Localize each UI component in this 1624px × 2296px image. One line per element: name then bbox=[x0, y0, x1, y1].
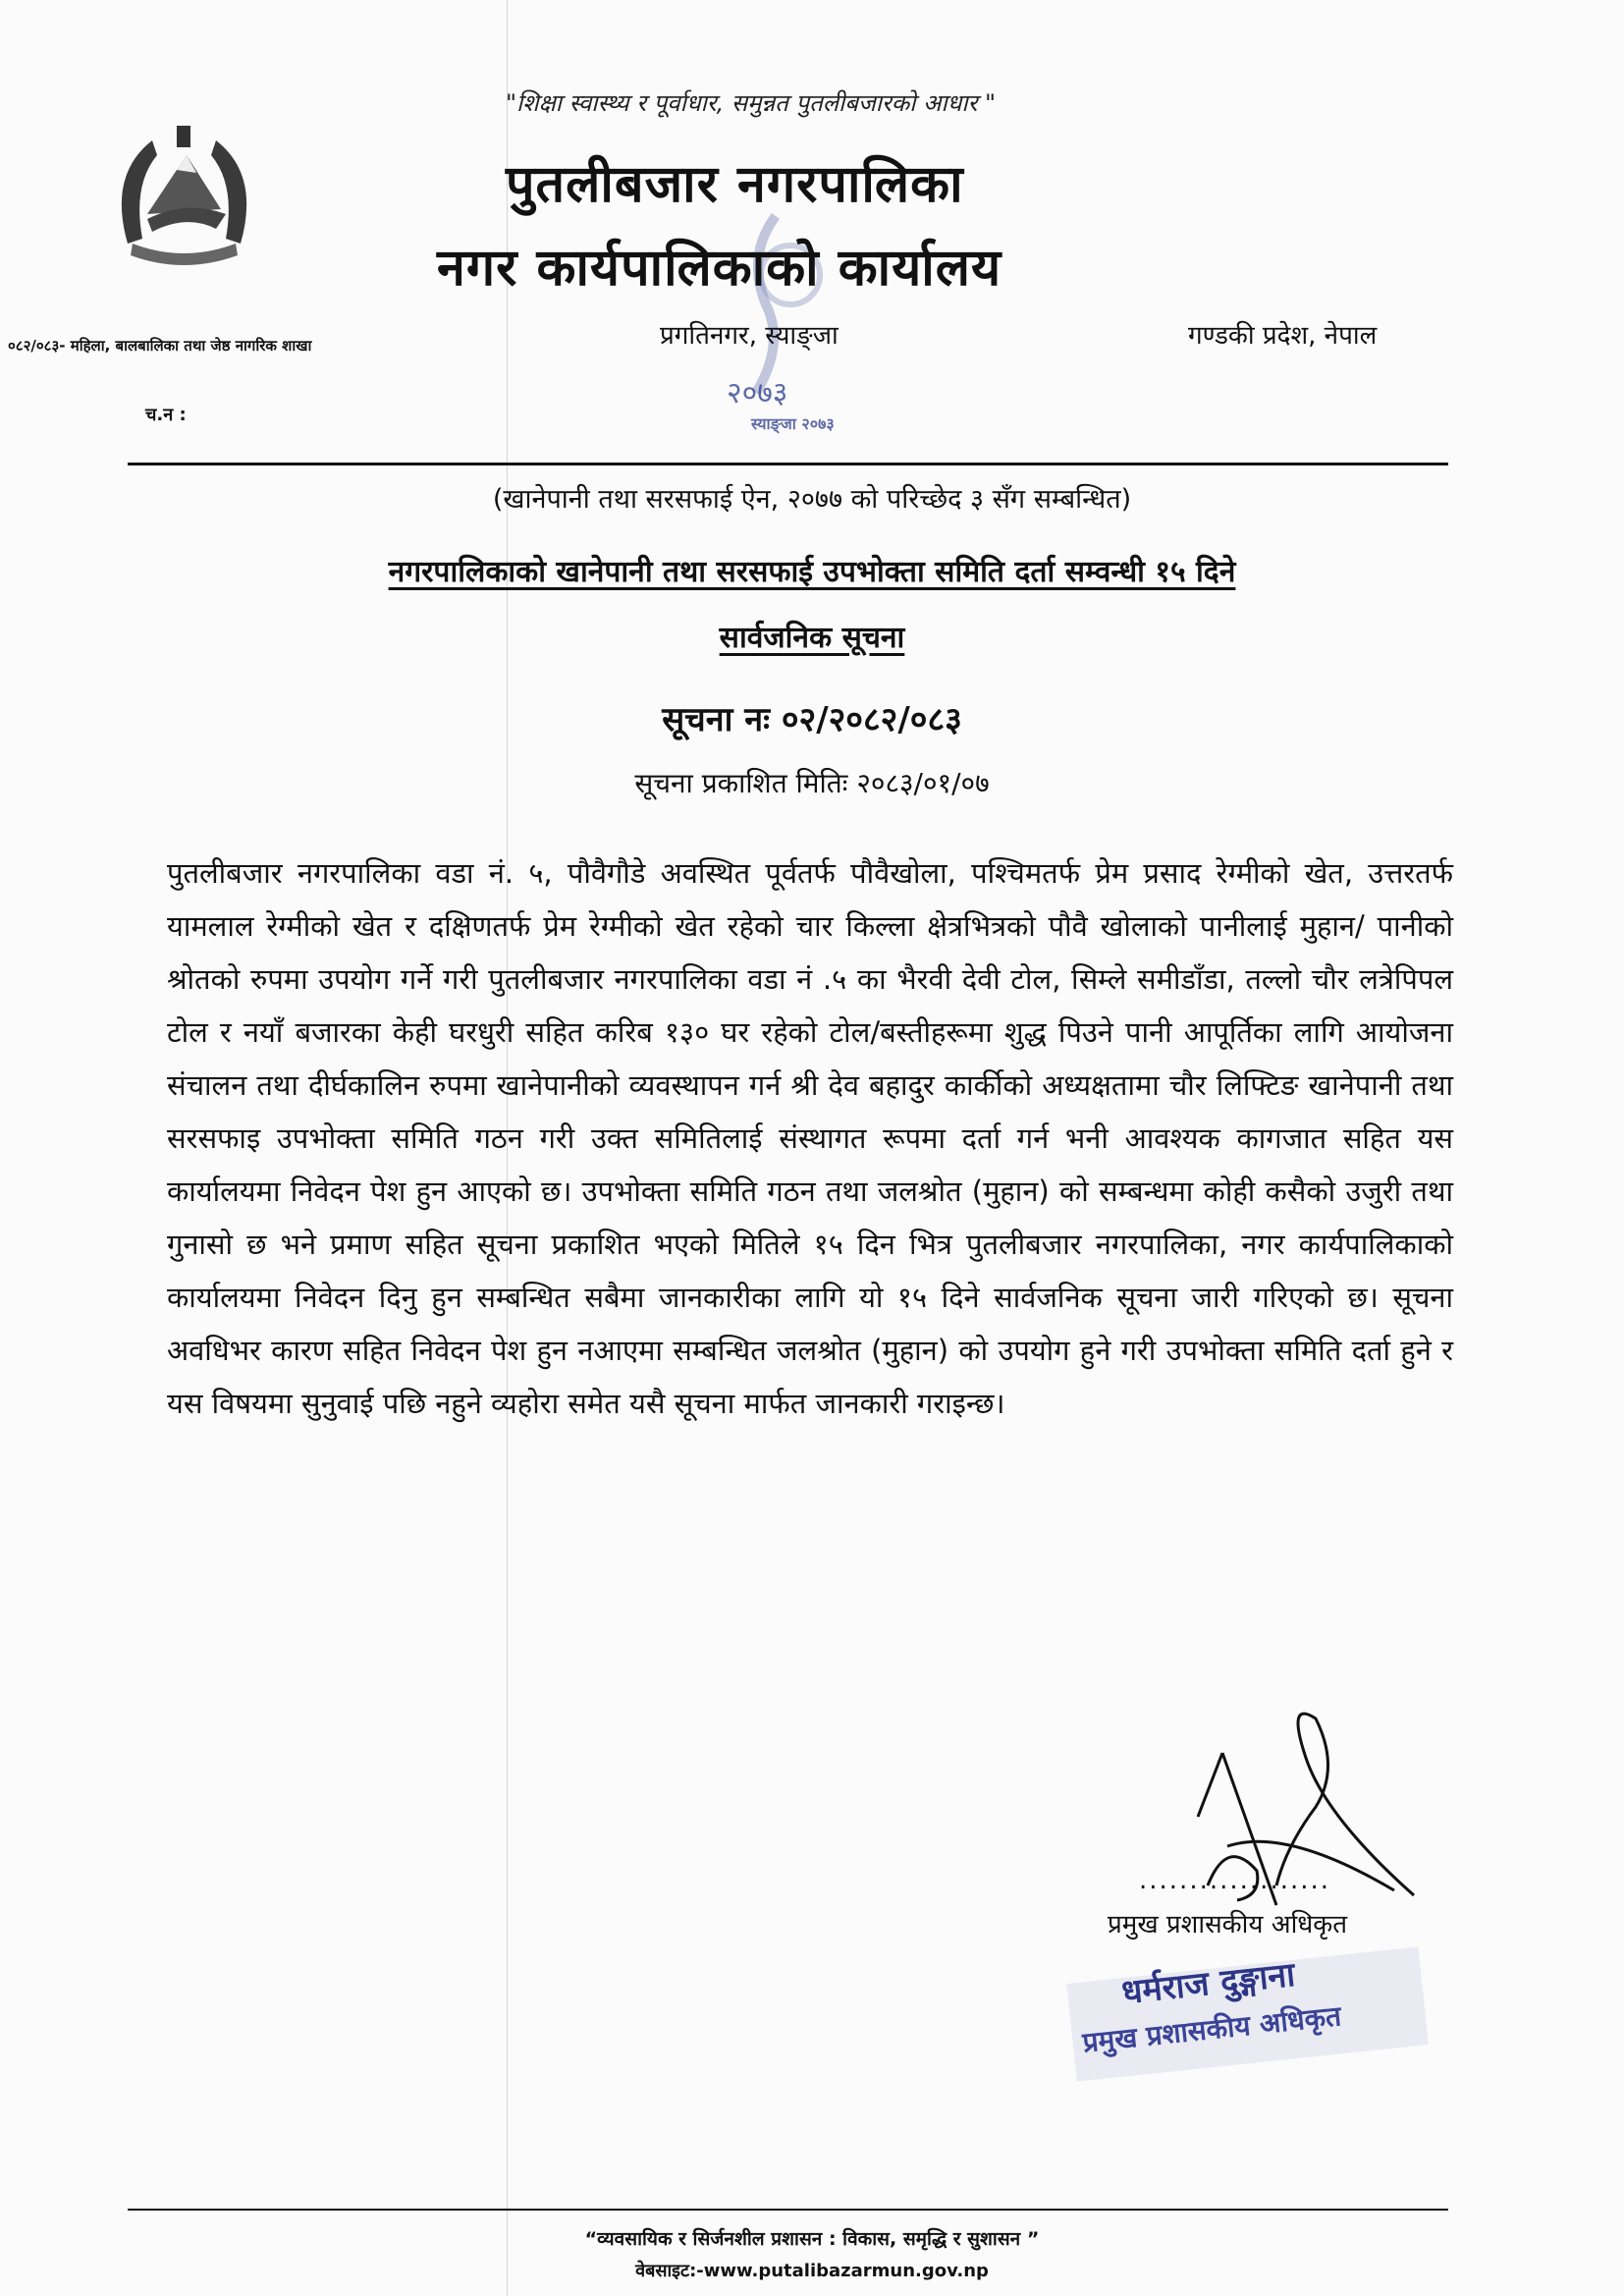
province-label: गण्डकी प्रदेश, नेपाल bbox=[1188, 321, 1378, 351]
notice-number: सूचना नः ०२/२०८२/०८३ bbox=[662, 700, 962, 739]
notice-body-paragraph: पुतलीबजार नगरपालिका वडा नं. ५, पौवैगौडे अवस्थित पूर्वतर्फ पौवैखोला, पश्चिमतर्फ प्रेम प्रसाद रेग्मीको खेत, उत्तरतर्फ यामलाल रेग्मीको खेत र दक्षिणतर्फ प्रेम रेग्मीको खेत रहेको चार किल्ला क्षेत्रभित्रको पौवै खोलाको पानीलाई मुहान/ पानीको श्रोतको रुपमा उपयोग गर्ने गरी पुतलीबजार नगरपालिका वडा नं .५ का भैरवी देवी टोल, सिम्ले समीडाँडा, तल्लो चौर लत्रेपिपल टोल र नयाँ बजारका केही घरधुरी सहित करिब १३० घर रहेको टोल/बस्तीहरूमा शुद्ध पिउने पानी आपूर्तिका लागि आयोजना संचालन तथा दीर्घकालिन रुपमा खानेपानीको व्यवस्थापन गर्न श्री देव बहादुर कार्कीको अध्यक्षतामा चौर लिफ्टिङ खानेपानी तथा सरसफाइ उपभोक्ता समिति गठन गरी उक्त समितिलाई संस्थागत रूपमा दर्ता गर्न भनी आवश्यक कागजात सहित यस कार्यालयमा निवेदन पेश हुन आएको छ। उपभोक्ता समिति गठन तथा जलश्रोत (मुहान) को सम्बन्धमा कोही कसैको उजुरी तथा गुनासो छ भने प्रमाण सहित सूचना प्रकाशित भएको मितिले १५ दिन भित्र पुतलीबजार नगरपालिका, नगर कार्यपालिकाको कार्यालयमा निवेदन दिनु हुन सम्बन्धित सबैमा जानकारीका लागि यो १५ दिने सार्वजनिक सूचना जारी गरिएको छ। सूचना अवधिभर कारण सहित निवेदन पेश हुन नआएमा सम्बन्धित जलश्रोत (मुहान) को उपयोग हुने गरी उपभोक्ता समिति दर्ता हुने र यस विषयमा सुनुवाई पछि नहुने व्यहोरा समेत यसै सूचना मार्फत जानकारी गराइन्छ। bbox=[167, 856, 1453, 1420]
notice-subject-line2: सार्वजनिक सूचना bbox=[719, 621, 905, 655]
notice-body bbox=[167, 847, 1453, 1430]
notice-subject: नगरपालिकाको खानेपानी तथा सरसफाई उपभोक्ता समिति दर्ता सम्वन्धी १५ दिने bbox=[388, 555, 1236, 589]
signature-dots: ................... bbox=[1139, 1866, 1331, 1895]
footer-website-link[interactable]: वेबसाइट:-www.putalibazarmun.gov.np bbox=[635, 2261, 989, 2281]
municipality-name: पुतलीबजार नगरपालिका bbox=[506, 155, 964, 214]
office-stamp-district: स्याङ्जा २०७३ bbox=[751, 414, 835, 433]
office-location: प्रगतिनगर, स्याङ्जा bbox=[660, 321, 839, 351]
signatory-designation: प्रमुख प्रशासकीय अधिकृत bbox=[1108, 1910, 1348, 1940]
office-name: नगर कार्यपालिकाको कार्यालय bbox=[437, 239, 1002, 298]
reference-number-label: च.न : bbox=[145, 405, 187, 425]
name-seal bbox=[1065, 1935, 1447, 2081]
footer-motto: “व्यवसायिक र सिर्जनशील प्रशासन : विकास, समृद्धि र सुशासन ” bbox=[584, 2228, 1040, 2250]
related-act: (खानेपानी तथा सरसफाई ऐन, २०७७ को परिच्छेद ३ सँग सम्बन्धित) bbox=[492, 484, 1132, 515]
seal-name: धर्मराज दुङ्गाना bbox=[1119, 1954, 1297, 2013]
header-motto: "शिक्षा स्वास्थ्य र पूर्वाधार, समुन्नत पुतलीबजारको आधार " bbox=[506, 89, 997, 117]
office-stamp-year: २०७३ bbox=[727, 376, 788, 410]
seal-title: प्रमुख प्रशासकीय अधिकृत bbox=[1080, 1999, 1343, 2059]
published-date: सूचना प्रकाशित मितिः २०८३/०१/०७ bbox=[634, 767, 990, 799]
footer-divider bbox=[128, 2209, 1448, 2211]
nepal-emblem-icon bbox=[98, 116, 270, 273]
branch-label: ०८२/०८३- महिला, बालबालिका तथा जेष्ठ नागरिक शाखा bbox=[8, 337, 312, 355]
header-divider bbox=[128, 463, 1448, 465]
